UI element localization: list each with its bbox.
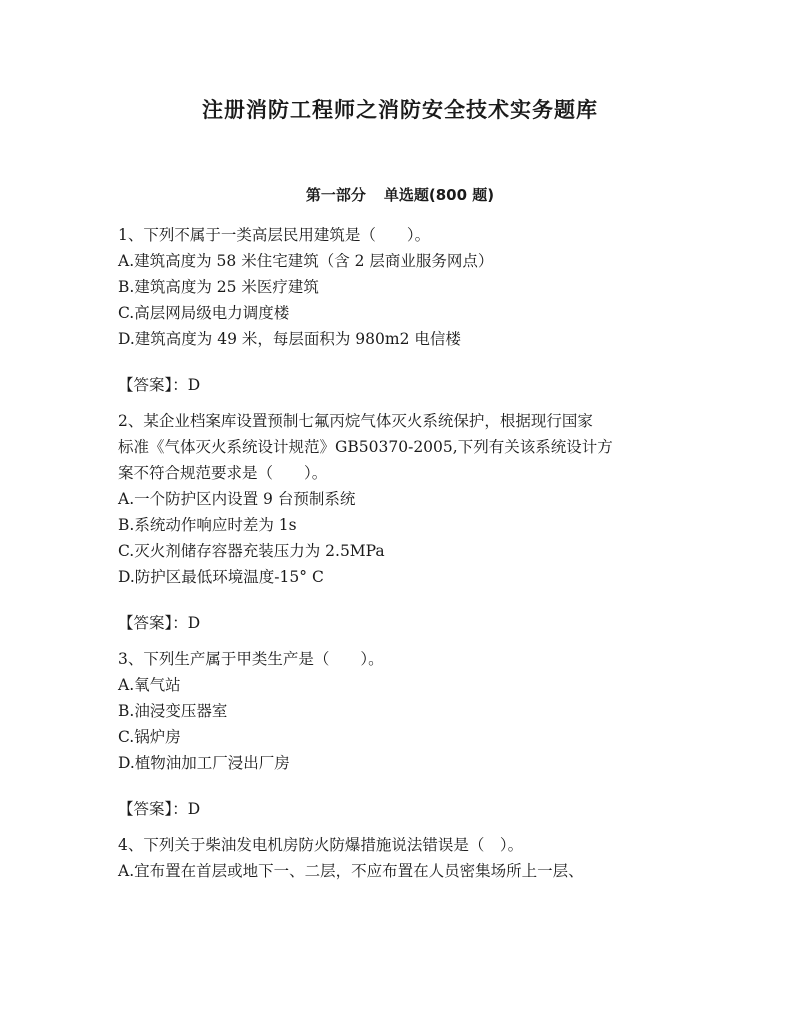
option-a: A.宜布置在首层或地下一、二层，不应布置在人员密集场所上一层、: [118, 862, 584, 880]
section-title: [0, 184, 800, 205]
question-list: [118, 222, 698, 884]
question-stem: 标准《气体灭火系统设计规范》GB50370-2005,下列有关该系统设计方: [118, 438, 613, 456]
answer-label: 【答案】：D: [118, 800, 201, 818]
option-d: D.植物油加工厂浸出厂房: [118, 754, 290, 772]
question-stem: 4、下列关于柴油发电机房防火防爆措施说法错误是（ ）。: [118, 836, 524, 854]
option-c: C.高层网局级电力调度楼: [118, 304, 290, 322]
option-b: B.建筑高度为 25 米医疗建筑: [118, 278, 319, 296]
option-b: B.系统动作响应时差为 1s: [118, 516, 297, 534]
spacer: [118, 590, 698, 610]
question-stem: 3、下列生产属于甲类生产是（ ）。: [118, 650, 384, 668]
answer-label: 【答案】：D: [118, 614, 201, 632]
question-stem: 1、下列不属于一类高层民用建筑是（ ）。: [118, 226, 431, 244]
option-a: A.建筑高度为 58 米住宅建筑（含 2 层商业服务网点）: [118, 252, 494, 270]
option-d: D.建筑高度为 49 米，每层面积为 980m2 电信楼: [118, 330, 461, 348]
section-part: 第一部分: [305, 186, 366, 204]
option-b: B.油浸变压器室: [118, 702, 228, 720]
question-4: [118, 832, 698, 884]
option-d: D.防护区最低环境温度-15° C: [118, 568, 324, 586]
answer-label: 【答案】：D: [118, 376, 201, 394]
section-name: 单选题(800 题): [383, 186, 495, 204]
option-c: C.灭火剂储存容器充装压力为 2.5MPa: [118, 542, 385, 560]
question-3: [118, 646, 698, 822]
question-stem: 案不符合规范要求是（ ）。: [118, 464, 328, 482]
option-c: C.锅炉房: [118, 728, 181, 746]
spacer: [118, 352, 698, 372]
question-1: [118, 222, 698, 398]
document-title: 注册消防工程师之消防安全技术实务题库: [202, 98, 598, 122]
option-a: A.一个防护区内设置 9 台预制系统: [118, 490, 356, 508]
spacer: [118, 776, 698, 796]
question-2: [118, 408, 698, 636]
question-stem: 2、某企业档案库设置预制七氟丙烷气体灭火系统保护，根据现行国家: [118, 412, 593, 430]
option-a: A.氧气站: [118, 676, 181, 694]
